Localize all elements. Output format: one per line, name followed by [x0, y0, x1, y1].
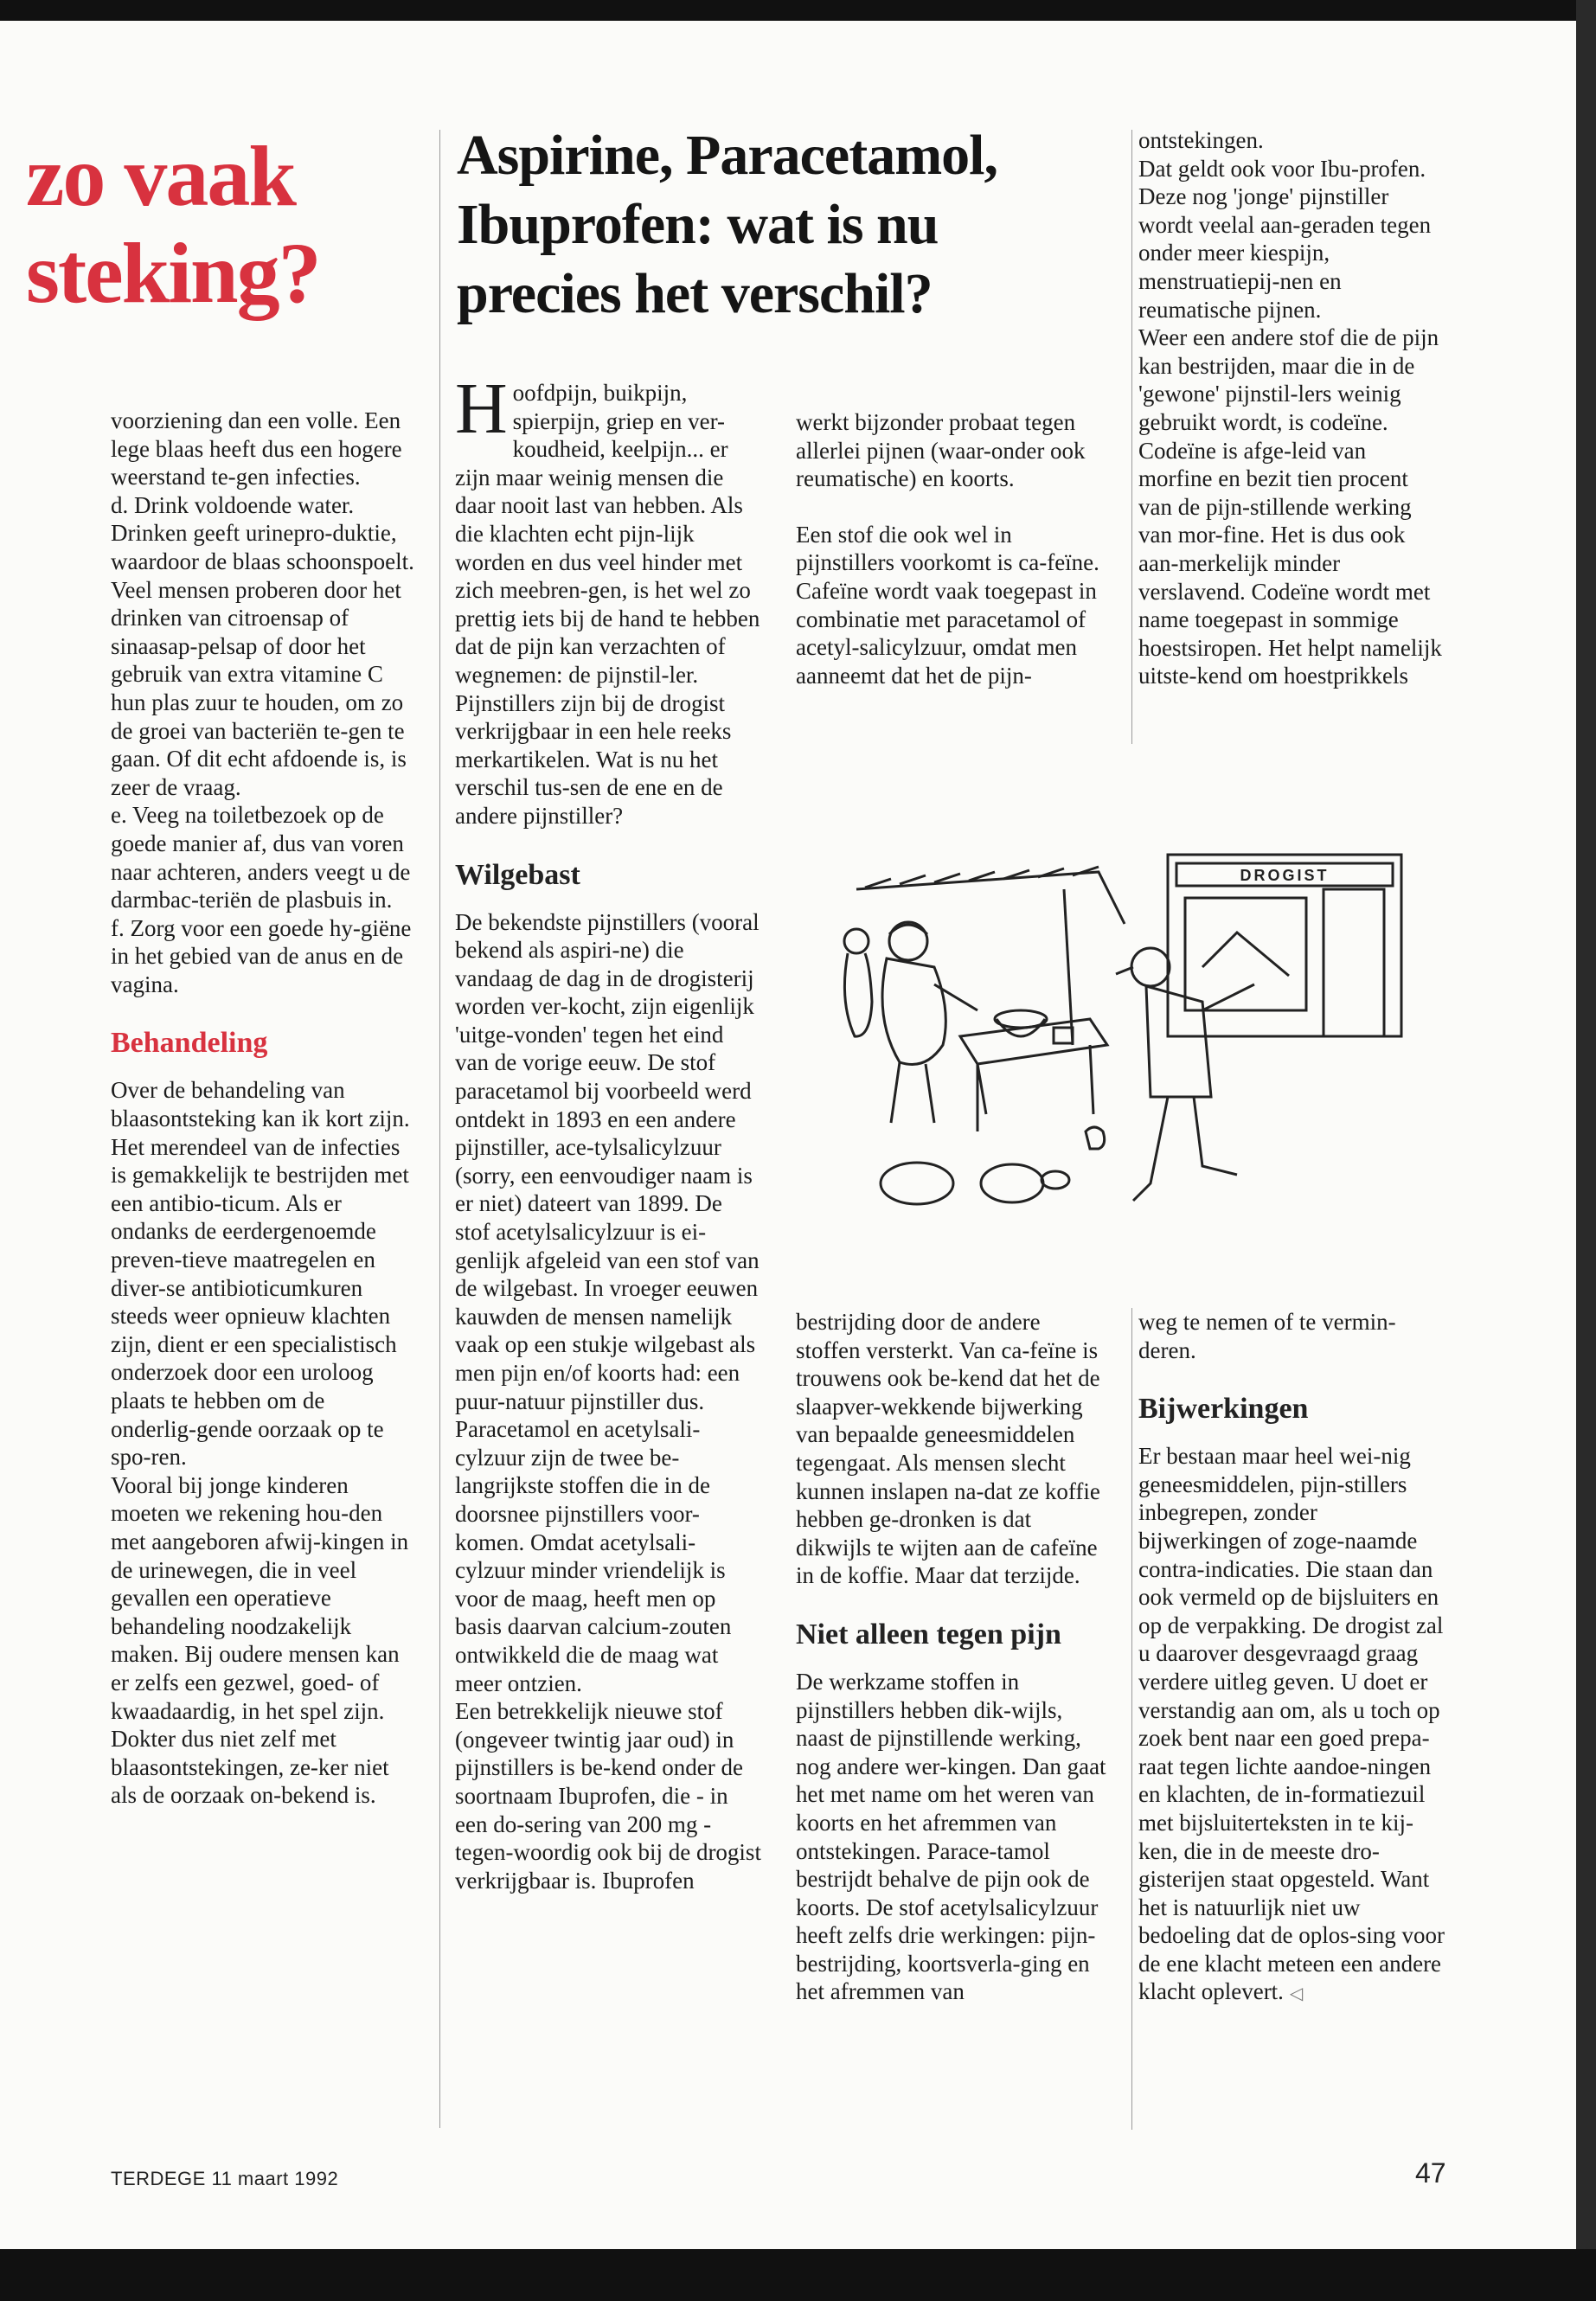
- column-2: [455, 369, 763, 1894]
- col1-paragraph: f. Zorg voor een goede hy-giëne in het gebied van de anus en de vagina.: [111, 914, 412, 997]
- end-of-article-mark: ◁: [1289, 1984, 1304, 2004]
- headline-line-3: precies het verschil?: [457, 262, 933, 325]
- col3-paragraph: bestrijding door de andere stoffen versterkt. Van ca-feïne is trouwens ook be-kend dat het de slaapver-wekkende bijwerking van bepaalde geneesmiddelen tegengaat. Als mensen slecht kunnen inslapen na-dat ze koffie hebben ge-dronken is dat dikwijls te wijten aan de cafeïne in de koffie. Maar dat terzijde.: [796, 1309, 1100, 1589]
- col4-paragraph: Dat geldt ook voor Ibu-profen. Deze nog 'jonge' pijnstiller wordt veelal aan-geraden tegen onder meer kiespijn, menstruatiepij-nen en reumatische pijnen.: [1138, 155, 1432, 323]
- col1-paragraph: Over de behandeling van blaasontsteking kan ik kort zijn. Het merendeel van de infecties is gemakkelijk te bestrijden met een antibio-ticum. Als er ondanks de eerdergenoemde preven-tieve maatregelen en diver-se antibioticumkuren steeds weer opnieuw klachten zijn, dient er een specialistisch onderzoek door een uroloog plaats te hebben om de onderlig-gende oorzaak op te spo-ren.: [111, 1077, 410, 1471]
- column-rule-3: [1131, 1308, 1132, 2130]
- col1-paragraph: e. Veeg na toiletbezoek op de goede manier af, dus van voren naar achteren, anders veegt u de darmbac-teriën de plasbuis in.: [111, 802, 411, 913]
- col1-paragraph: d. Drink voldoende water. Drinken geeft urinepro-duktie, waardoor de blaas schoonspoelt. Veel mensen proberen door het drinken van citroensap of sinaasap-pelsap of door het gebruik van extra vitamine C hun plas zuur te houden, om zo de groei van bacteriën te-gen te gaan. Of dit echt afdoende is, is zeer de vraag.: [111, 491, 414, 800]
- column-rule-1: [439, 130, 440, 2128]
- column-1: [111, 407, 415, 1810]
- headline-line-2: Ibuprofen: wat is nu: [457, 193, 939, 256]
- headline-line-1: Aspirine, Paracetamol,: [457, 124, 998, 187]
- workbench-table: [960, 1010, 1107, 1131]
- col1-paragraph: Vooral bij jonge kinderen moeten we rekening hou-den met aangeboren afwij-kingen in de urinewegen, die in veel gevallen een operatieve behandeling noodzakelijk maken. Bij oudere mensen kan er zelfs een gezwel, goed- of kwaadaardig, in het spel zijn. Dokter dus niet zelf met blaasontstekingen, ze-ker niet als de oorzaak on-bekend is.: [111, 1471, 409, 1809]
- drop-cap: H: [455, 369, 508, 449]
- column-3-top: [796, 408, 1107, 689]
- kicker-title: [26, 128, 355, 322]
- intro-paragraph: [455, 369, 763, 830]
- col2-paragraph: Paracetamol en acetylsali-cylzuur zijn de twee be-langrijkste stoffen die in de doorsnee pijnstillers voor-komen. Omdat acetylsali-cylzuur minder vriendelijk is voor de maag, heeft men op basis daarvan calcium-zouten ontwikkeld die de maag wat meer ontzien.: [455, 1416, 732, 1696]
- scan-right-edge: [1576, 0, 1596, 2301]
- kicker-line-1: zo vaak: [26, 128, 295, 224]
- scan-top-edge: [0, 0, 1596, 21]
- scan-bottom-edge: [0, 2249, 1596, 2301]
- heading-bijwerkingen: Bijwerkingen: [1138, 1393, 1309, 1426]
- col4-paragraph: weg te nemen of te vermin-deren.: [1138, 1309, 1396, 1363]
- drogist-sign-text: DROGIST: [1240, 867, 1330, 884]
- publication-footer: TERDEGE 11 maart 1992: [111, 2168, 339, 2189]
- heading-behandeling: Behandeling: [111, 1027, 268, 1060]
- col4-paragraph: ontstekingen.: [1138, 127, 1264, 153]
- column-4-bottom: [1138, 1308, 1446, 2009]
- col3-paragraph: Een stof die ook wel in pijnstillers voorkomt is ca-feïne. Cafeïne wordt vaak toegepast in combinatie met paracetamol of acetyl-salicylzuur, omdat men aanneemt dat het de pijn-: [796, 521, 1099, 689]
- intro-text: oofdpijn, buikpijn, spierpijn, griep en ver-koudheid, keelpijn... er zijn maar weinig mensen die daar nooit last van hebben. Als die klachten echt pijn-lijk worden en dus veel hinder met zich meebren-gen, is het wel zo prettig iets bij de hand te hebben dat de pijn kan verzachten of wegnemen: de pijnstil-ler. Pijnstillers zijn bij de drogist verkrijgbaar in een hele reeks merkartikelen. Wat is nu het verschil tus-sen de ene en de andere pijnstiller?: [455, 380, 760, 829]
- pots-on-ground: [881, 1127, 1105, 1204]
- column-3-bottom: [796, 1308, 1109, 2006]
- small-child-figure: [844, 929, 872, 1036]
- old-woman-figure: [882, 922, 977, 1123]
- col2-paragraph: Een betrekkelijk nieuwe stof (ongeveer twintig jaar oud) in pijnstillers is be-kend onder de soortnaam Ibuprofen, die - in een do-sering van 200 mg - tegen-woordig ook bij de drogist verkrijgbaar is. Ibuprofen: [455, 1698, 761, 1894]
- column-rule-2: [1131, 130, 1132, 744]
- heading-niet-alleen-tegen-pijn: Niet alleen tegen pijn: [796, 1618, 1061, 1650]
- heading-wilgebast: Wilgebast: [455, 858, 580, 891]
- col4-paragraph: [1138, 1442, 1446, 2009]
- kicker-line-2: steking?: [26, 225, 320, 321]
- col3-paragraph: werkt bijzonder probaat tegen allerlei pijnen (waar-onder ook reumatische) en koorts.: [796, 409, 1086, 492]
- column-4-top: [1138, 126, 1443, 690]
- col2-paragraph: De bekendste pijnstillers (vooral bekend als aspiri-ne) die vandaag de dag in de drogisterij worden ver-kocht, zijn eigenlijk 'uitge-vonden' tegen het eind van de vorige eeuw. De stof paracetamol bij voorbeeld werd ontdekt in 1893 en een andere pijnstiller, ace-tylsalicylzuur (sorry, een eenvoudiger naam is er niet) dateert van 1899. De stof acetylsalicylzuur is ei-genlijk afgeleid van een stof van de wilgebast. In vroeger eeuwen kauwden de mensen namelijk vaak op een stukje wilgebast als men pijn en/of koorts had: een puur-natuur pijnstiller dus.: [455, 908, 760, 1414]
- cartoon-illustration: [804, 837, 1427, 1242]
- col4-paragraph: Weer een andere stof die de pijn kan bestrijden, maar die in de 'gewone' pijnstil-lers weinig gebruikt wordt, is codeïne. Codeïne is afge-leid van morfine en bezit tien procent van de pijn-stillende werking van mor-fine. Het is dus ook aan-merkelijk minder verslavend. Codeïne wordt met name toegepast in sommige hoestsiropen. Het helpt namelijk uitste-kend om hoestprikkels: [1138, 324, 1442, 689]
- page-number: 47: [1415, 2157, 1446, 2189]
- col3-paragraph: De werkzame stoffen in pijnstillers hebben dik-wijls, naast de pijnstillende werking, nog andere wer-kingen. Dan gaat het met name om het weren van koorts en het afremmen van ontstekingen. Parace-tamol bestrijdt behalve de pijn ook de koorts. De stof acetylsalicylzuur heeft zelfs drie werkingen: pijn-bestrijding, koortsverla-ging en het afremmen van: [796, 1668, 1106, 2005]
- col1-paragraph: voorziening dan een volle. Een lege blaas heeft dus een hogere weerstand te-gen infecties.: [111, 407, 402, 490]
- article-headline: [457, 121, 1114, 329]
- col4-last-text: Er bestaan maar heel wei-nig geneesmiddelen, pijn-stillers inbegrepen, zonder bijwerkingen of zoge-naamde contra-indicaties. Die staan dan ook vermeld op de bijsluiters en op de verpakking. De drogist zal u daarover desgevraagd graag verdere uitleg geven. U doet er verstandig aan om, als u toch op zoek bent naar een goed prepa-raat tegen lichte aandoe-ningen en klachten, de in-formatiezuil met bijsluiterteksten in te kij-ken, die in de meeste dro-gisterijen staat opgesteld. Want het is natuurlijk niet uw bedoeling dat de oplos-sing voor de ene klacht meteen een andere klacht oplevert.: [1138, 1443, 1445, 2005]
